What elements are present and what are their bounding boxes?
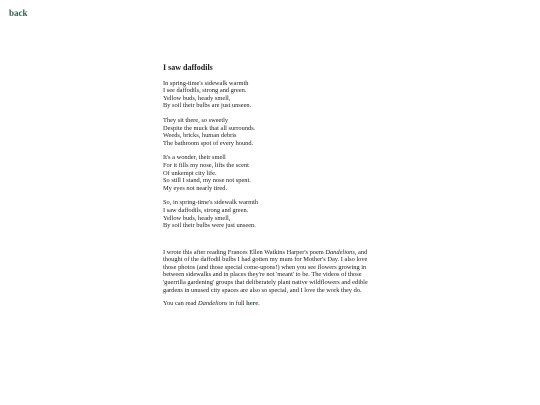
poem-line: Yellow buds, heady smell, [163, 94, 231, 102]
author-note-paragraph [163, 249, 379, 295]
back-link[interactable]: back [9, 8, 28, 18]
poem-stanza-3 [163, 154, 379, 192]
note-text: . [258, 300, 260, 308]
poem-line: Of unkempt city life. [163, 169, 217, 177]
poem-line: They sit there, so sweetly [163, 116, 229, 124]
here-link[interactable]: here [246, 300, 259, 308]
poem-article [163, 63, 379, 314]
poem-line: Despite the muck that all surrounds. [163, 124, 256, 132]
poem-line: Weeds, bricks, human debris [163, 132, 237, 140]
note-text: You can read [163, 300, 199, 308]
note-text: in full [227, 300, 247, 308]
poem-reference: Dandelions [198, 300, 228, 308]
author-note [163, 249, 379, 308]
poem-stanza-1 [163, 80, 379, 110]
poem-line: It's a wonder, their smell [163, 154, 226, 162]
poem-line: I see daffodils, strong and green. [163, 87, 247, 95]
note-text: I wrote this after reading Frances Ellen Watkins Harper's poem [163, 248, 326, 256]
poem-line: In spring-time's sidewalk warmth [163, 79, 249, 87]
note-text: , and thought of the daffodil bulbs I had gotten my mum for Mother's Day. I also love those photos (and those special come-upons!) when you see flowers growing in between sidewalks and in places they're not 'meant' to be. The videos of those 'guerrilla gardening' groups that deliberately plant native wildflowers and edible gardens in unused city spaces are also so special, and I love the work they do. [163, 248, 368, 294]
poem-reference: Dandelions [325, 248, 355, 256]
poem-line: I saw daffodils, strong and green. [163, 206, 249, 214]
poem-line: My eyes not nearly tired. [163, 184, 228, 192]
poem-line: The bathroom spot of every hound. [163, 139, 254, 147]
poem-title: I saw daffodils [163, 63, 213, 72]
poem-stanza-2 [163, 117, 379, 147]
poem-line: So still I stand, my nose not spent. [163, 177, 251, 185]
poem-line: By soil their bulbs are just unseen. [163, 102, 252, 110]
poem-line: So, in spring-time's sidewalk warmth [163, 199, 259, 207]
poem-stanza-4 [163, 199, 379, 229]
read-more-paragraph [163, 300, 379, 308]
poem-line: Yellow buds, heady smell, [163, 214, 231, 222]
poem-line: For it fills my nose, lifts the scent [163, 161, 249, 169]
poem-line: By soil their bulbs were just unseen. [163, 222, 256, 230]
